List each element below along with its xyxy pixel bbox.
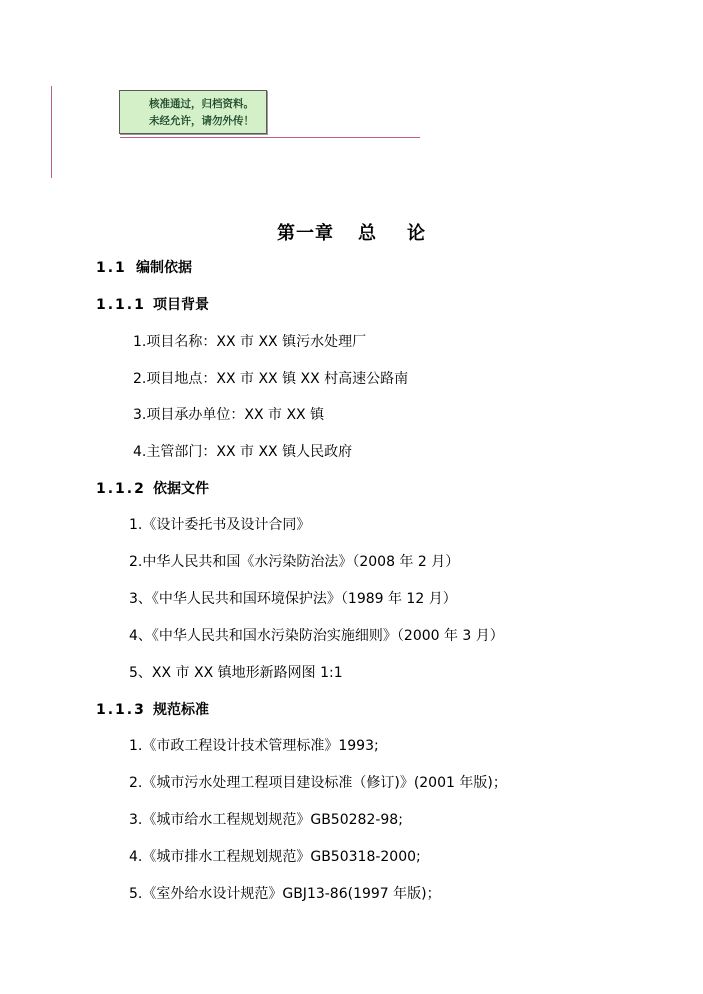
list-item: 4.《城市排水工程规划规范》GB50318-2000;	[129, 849, 421, 865]
chapter-title-number: 第一章	[277, 223, 334, 244]
subsection-number: 1.1.3	[96, 702, 146, 718]
subsection-number: 1.1.2	[96, 481, 146, 497]
list-item: 5.《室外给水设计规范》GBJ13-86(1997 年版)；	[129, 886, 441, 902]
list-item: 4.主管部门：XX 市 XX 镇人民政府	[133, 444, 353, 460]
section-heading-1-1	[96, 259, 192, 277]
subsection-title: 项目背景	[153, 297, 209, 313]
section-title: 编制依据	[136, 260, 192, 276]
list-item: 3、《中华人民共和国环境保护法》（1989 年 12 月）	[129, 591, 457, 607]
subsection-heading-1-1-2	[96, 480, 209, 498]
subsection-heading-1-1-1	[96, 296, 209, 314]
chapter-title	[0, 219, 703, 245]
list-item: 2.中华人民共和国《水污染防治法》（2008 年 2 月）	[129, 554, 460, 570]
margin-mark-horizontal	[120, 137, 420, 138]
list-item: 5、XX 市 XX 镇地形新路网图 1:1	[129, 665, 343, 681]
list-item: 1.《市政工程设计技术管理标准》1993;	[129, 738, 379, 754]
list-item: 3.项目承办单位：XX 市 XX 镇	[133, 407, 325, 423]
subsection-title: 规范标准	[153, 702, 209, 718]
subsection-heading-1-1-3	[96, 701, 209, 719]
stamp-line-2: 未经允许，请勿外传！	[149, 115, 254, 127]
chapter-title-word-2: 论	[407, 223, 426, 244]
stamp-line-1: 核准通过，归档资料。	[149, 98, 254, 110]
subsection-title: 依据文件	[153, 481, 209, 497]
section-number: 1.1	[96, 260, 127, 276]
chapter-title-word-1: 总	[358, 223, 377, 244]
list-item: 1.项目名称：XX 市 XX 镇污水处理厂	[133, 334, 367, 350]
list-item: 2.项目地点：XX 市 XX 镇 XX 村高速公路南	[133, 371, 409, 387]
list-item: 3.《城市给水工程规划规范》GB50282-98;	[129, 812, 403, 828]
list-item: 1.《设计委托书及设计合同》	[129, 517, 311, 533]
subsection-number: 1.1.1	[96, 297, 146, 313]
list-item: 4、《中华人民共和国水污染防治实施细则》（2000 年 3 月）	[129, 628, 504, 644]
list-item: 2.《城市污水处理工程项目建设标准（修订)》(2001 年版)；	[129, 775, 507, 791]
margin-mark-vertical	[51, 86, 52, 178]
approval-stamp	[119, 90, 267, 134]
